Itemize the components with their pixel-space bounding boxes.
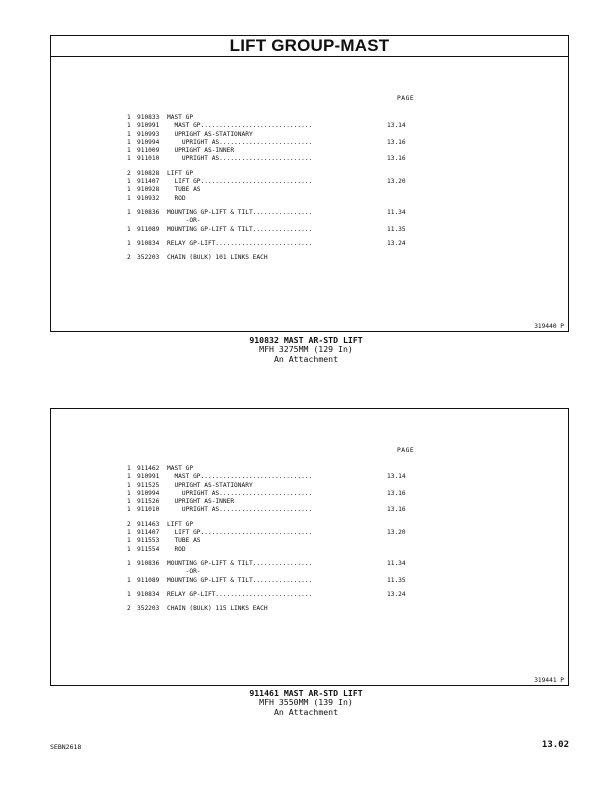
quantity: 2 (127, 605, 131, 613)
part-number: 911553 (137, 537, 160, 545)
parts-row (127, 217, 417, 225)
parts-row (127, 178, 417, 186)
page-ref (387, 195, 417, 203)
quantity: 1 (127, 155, 131, 163)
page-ref: 11.35 (387, 225, 406, 233)
parts-row (127, 506, 417, 514)
page-ref (387, 217, 417, 225)
quantity: 1 (127, 506, 131, 514)
part-description: CHAIN (BULK) 115 LINKS EACH (167, 605, 268, 613)
parts-row (127, 498, 417, 506)
part-description: LIFT GP (167, 169, 194, 177)
page-ref (387, 537, 417, 545)
part-description: RELAY GP-LIFT.......................... (167, 590, 313, 598)
page-column-header: PAGE (397, 447, 415, 454)
part-number: 911407 (137, 529, 160, 537)
page-ref (387, 605, 417, 613)
part-number: 910932 (137, 194, 160, 202)
quantity (127, 568, 137, 576)
quantity: 1 (127, 122, 131, 130)
part-description: TUBE AS (167, 537, 201, 545)
quantity: 1 (127, 481, 131, 489)
page-ref: 13.24 (387, 590, 406, 598)
part-number: 910828 (137, 169, 160, 177)
part-description: RELAY GP-LIFT.......................... (167, 239, 313, 247)
part-number: 911010 (137, 155, 160, 163)
part-number: 911009 (137, 147, 160, 155)
page-ref: 13.16 (387, 138, 406, 146)
parts-row (127, 473, 417, 481)
part-description: ROD (167, 545, 186, 553)
quantity: 1 (127, 465, 131, 472)
part-number: 910993 (137, 130, 160, 138)
part-description: MAST GP.............................. (167, 122, 313, 130)
part-description: CHAIN (BULK) 101 LINKS EACH (167, 254, 268, 262)
quantity: 1 (127, 239, 131, 247)
quantity: 1 (127, 194, 131, 202)
illustration-reference: 319441 P (534, 677, 564, 684)
page-ref (387, 498, 417, 506)
page-ref: 11.34 (387, 559, 406, 567)
page-ref (387, 186, 417, 194)
part-description: LIFT GP.............................. (167, 178, 313, 186)
page-ref: 13.14 (387, 473, 406, 481)
caption-1 (0, 336, 612, 364)
parts-row (127, 537, 417, 545)
parts-row (127, 254, 417, 262)
quantity: 2 (127, 520, 131, 528)
page-ref: 13.16 (387, 155, 406, 163)
panel-title: LIFT GROUP-MAST (51, 36, 568, 57)
part-number: 911089 (137, 225, 160, 233)
parts-row (127, 529, 417, 537)
part-description: UPRIGHT AS......................... (167, 138, 313, 146)
part-description: UPRIGHT AS......................... (167, 489, 313, 497)
parts-row (127, 560, 417, 568)
page-ref (387, 521, 417, 529)
page-ref (387, 482, 417, 490)
part-number: 911462 (137, 465, 160, 472)
part-number: 910836 (137, 559, 160, 567)
quantity: 1 (127, 537, 131, 545)
parts-row (127, 170, 417, 178)
document-id: SEBN2618 (50, 743, 82, 751)
page-ref (387, 568, 417, 576)
part-description: MOUNTING GP-LIFT & TILT................ (167, 559, 313, 567)
quantity: 1 (127, 186, 131, 194)
parts-row (127, 195, 417, 203)
page-ref: 13.14 (387, 122, 406, 130)
part-description: UPRIGHT AS......................... (167, 155, 313, 163)
parts-row (127, 490, 417, 498)
parts-row (127, 131, 417, 139)
part-number: 911463 (137, 520, 160, 528)
parts-row (127, 577, 417, 585)
quantity: 1 (127, 590, 131, 598)
part-number (137, 568, 167, 576)
page-ref: 13.24 (387, 239, 406, 247)
parts-row (127, 605, 417, 613)
part-number: 911407 (137, 178, 160, 186)
parts-row (127, 209, 417, 217)
part-description: MOUNTING GP-LIFT & TILT................ (167, 225, 313, 233)
part-number: 910834 (137, 239, 160, 247)
part-description: LIFT GP (167, 520, 194, 528)
caption-mfh: MFH 3275MM (129 In) (259, 344, 353, 355)
part-number: 910994 (137, 489, 160, 497)
page-ref (387, 546, 417, 554)
part-number: 910833 (137, 114, 160, 121)
quantity: 1 (127, 130, 131, 138)
caption-note: An Attachment (273, 706, 339, 717)
parts-row (127, 147, 417, 155)
part-description: MAST GP (167, 465, 194, 472)
part-description: LIFT GP.............................. (167, 529, 313, 537)
part-description: UPRIGHT AS......................... (167, 506, 313, 514)
parts-list (127, 114, 417, 262)
part-description: UPRIGHT AS-STATIONARY (167, 130, 253, 138)
part-description: MOUNTING GP-LIFT & TILT................ (167, 576, 313, 584)
page-ref (387, 254, 417, 262)
part-description: MAST GP.............................. (167, 473, 313, 481)
page-ref (387, 170, 417, 178)
page-ref: 13.20 (387, 178, 406, 186)
page-ref: 13.16 (387, 489, 406, 497)
parts-row (127, 122, 417, 130)
caption-note: An Attachment (273, 353, 339, 364)
quantity: 1 (127, 529, 131, 537)
part-description: UPRIGHT AS-STATIONARY (167, 481, 253, 489)
quantity: 1 (127, 489, 131, 497)
page-ref: 11.35 (387, 576, 406, 584)
parts-panel-2 (50, 408, 569, 686)
page-number: 13.02 (541, 740, 569, 750)
parts-list (127, 465, 417, 613)
parts-row (127, 155, 417, 163)
parts-row (127, 186, 417, 194)
page-column-header: PAGE (397, 95, 415, 102)
quantity: 1 (127, 208, 131, 216)
parts-row (127, 240, 417, 248)
part-number: 911525 (137, 481, 160, 489)
part-description: MAST GP (167, 114, 194, 121)
illustration-reference: 319440 P (534, 323, 564, 330)
quantity: 1 (127, 147, 131, 155)
parts-row (127, 114, 417, 122)
parts-row (127, 465, 417, 473)
part-number: 352203 (137, 254, 160, 262)
quantity: 2 (127, 254, 131, 262)
quantity (127, 217, 137, 225)
parts-row (127, 568, 417, 576)
part-description: MOUNTING GP-LIFT & TILT................ (167, 208, 313, 216)
part-description: TUBE AS (167, 186, 201, 194)
page-ref (387, 131, 417, 139)
quantity: 1 (127, 498, 131, 506)
quantity: 1 (127, 138, 131, 146)
part-number: 910834 (137, 590, 160, 598)
part-number: 910991 (137, 473, 160, 481)
page-ref: 11.34 (387, 208, 406, 216)
quantity: 1 (127, 559, 131, 567)
quantity: 2 (127, 169, 131, 177)
quantity: 1 (127, 178, 131, 186)
part-number: 911089 (137, 576, 160, 584)
caption-title: 911461 MAST AR-STD LIFT (249, 688, 363, 698)
parts-row (127, 521, 417, 529)
part-number: 911554 (137, 545, 160, 553)
part-description: ROD (167, 194, 186, 202)
part-description: UPRIGHT AS-INNER (167, 147, 235, 155)
quantity: 1 (127, 225, 131, 233)
part-description: -OR- (167, 568, 201, 576)
page-ref: 13.20 (387, 529, 406, 537)
caption-mfh: MFH 3550MM (139 In) (259, 697, 353, 708)
part-number (137, 217, 167, 225)
parts-row (127, 482, 417, 490)
parts-row (127, 139, 417, 147)
page-ref (387, 114, 417, 122)
quantity: 1 (127, 114, 131, 121)
part-number: 352203 (137, 605, 160, 613)
part-description: UPRIGHT AS-INNER (167, 498, 235, 506)
quantity: 1 (127, 576, 131, 584)
parts-row (127, 546, 417, 554)
parts-panel-1 (50, 35, 569, 332)
caption-title: 910832 MAST AR-STD LIFT (249, 335, 363, 345)
caption-2 (0, 689, 612, 717)
page-ref (387, 147, 417, 155)
part-number: 911526 (137, 498, 160, 506)
part-number: 910928 (137, 186, 160, 194)
part-number: 910991 (137, 122, 160, 130)
part-description: -OR- (167, 217, 201, 225)
quantity: 1 (127, 545, 131, 553)
page-ref: 13.16 (387, 506, 406, 514)
part-number: 910836 (137, 208, 160, 216)
parts-row (127, 226, 417, 234)
part-number: 910994 (137, 138, 160, 146)
page-ref (387, 465, 417, 473)
quantity: 1 (127, 473, 131, 481)
part-number: 911010 (137, 506, 160, 514)
parts-row (127, 591, 417, 599)
